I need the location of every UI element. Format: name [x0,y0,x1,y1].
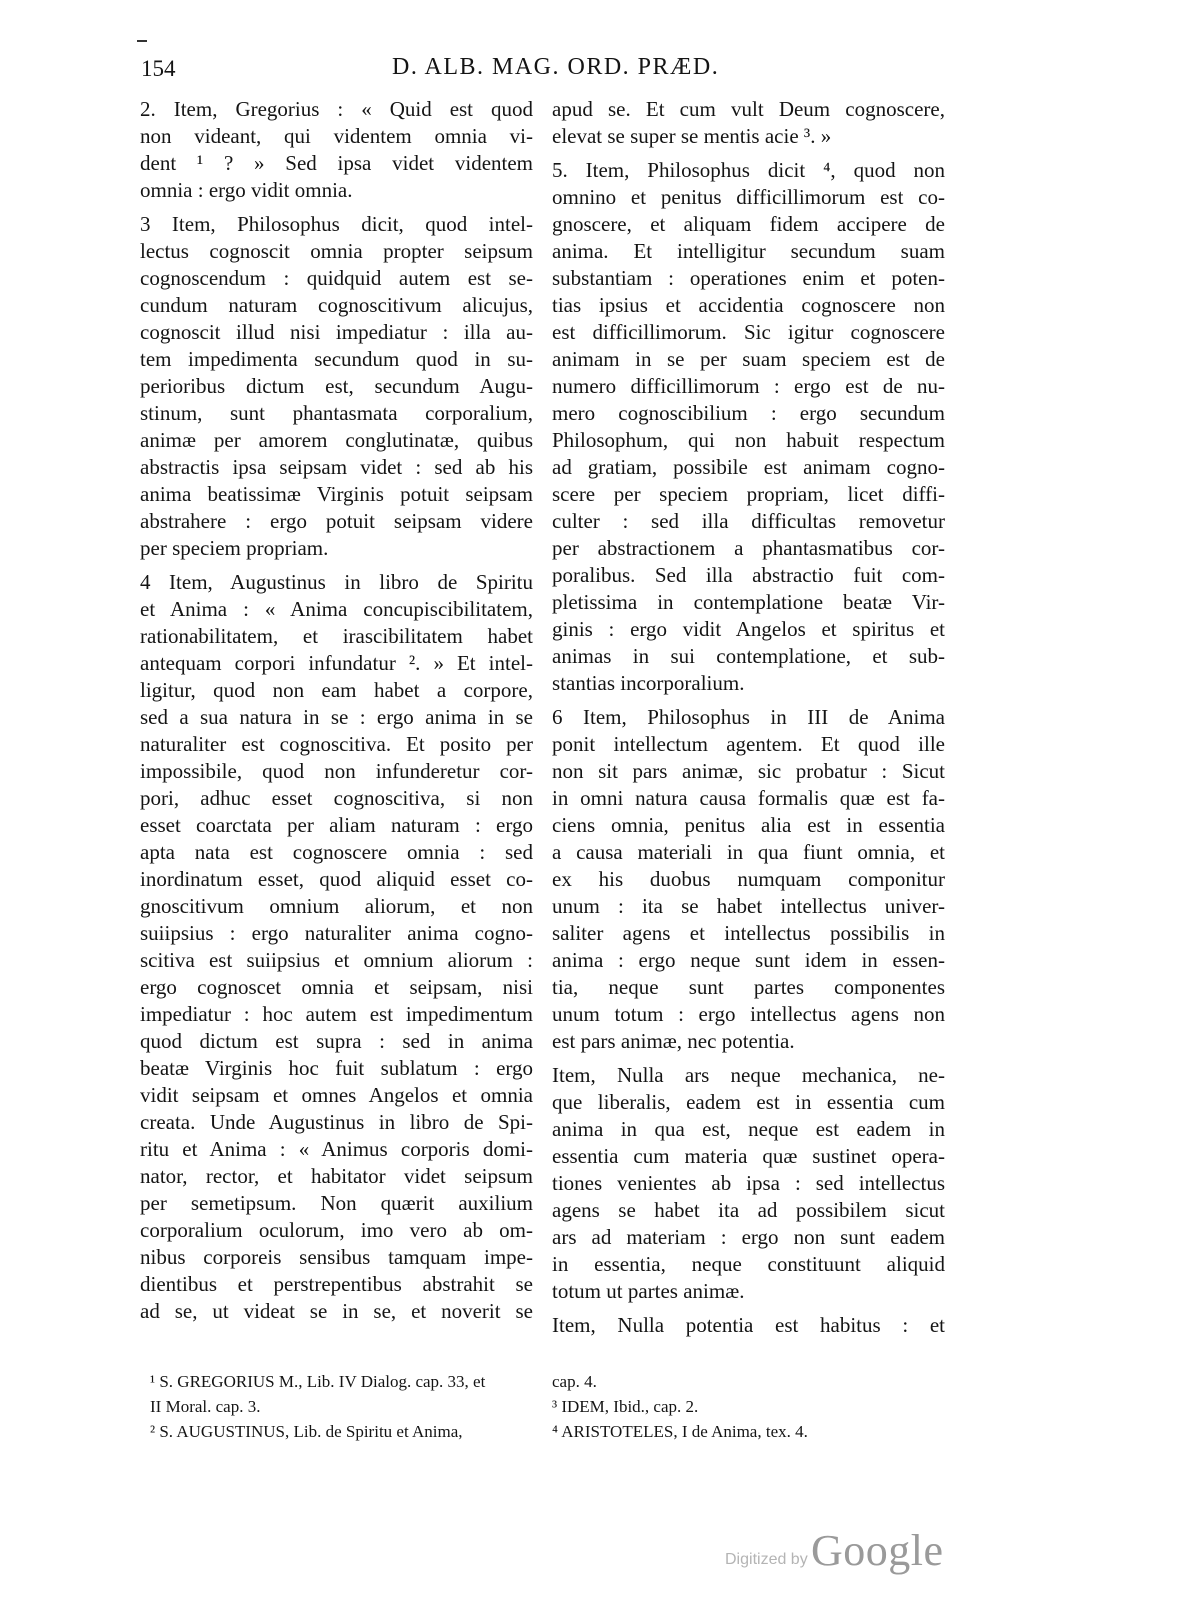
text-line: numero difficillimorum : ergo est de nu- [552,374,945,398]
text-line: scere per speciem propriam, licet diffi- [552,482,945,506]
text-line: creata. Unde Augustinus in libro de Spi- [140,1110,533,1134]
text-line: a causa materiali in qua fiunt omnia, et [552,840,945,864]
text-line: ligitur, quod non eam habet a corpore, [140,678,533,702]
text-line: anima beatissimæ Virginis potuit seipsam [140,482,533,506]
text-line: ars ad materiam : ergo non sunt eadem [552,1225,945,1249]
text-line: ponit intellectum agentem. Et quod ille [552,732,945,756]
text-line: omnia : ergo vidit omnia. [140,178,353,202]
text-line: nibus corporeis sensibus tamquam impe- [140,1245,533,1269]
text-line: inordinatum esset, quod aliquid esset co- [140,867,533,891]
text-line: per speciem propriam. [140,536,329,560]
text-line: ergo cognoscet omnia et seipsam, nisi [140,975,533,999]
footnote-line: cap. 4. [552,1372,597,1391]
footnote-line: ¹ S. GREGORIUS M., Lib. IV Dialog. cap. 33, et [150,1372,486,1391]
text-line: substantiam : operationes enim et poten- [552,266,945,290]
text-line: nator, rector, et habitator videt seipsum [140,1164,533,1188]
text-line: abstrahere : ergo potuit seipsam videre [140,509,533,533]
text-line: tem impedimenta secundum quod in su- [140,347,533,371]
text-line: gnoscere, et aliquam fidem accipere de [552,212,945,236]
text-line: beatæ Virginis hoc fuit sublatum : ergo [140,1056,533,1080]
text-line: antequam corpori infundatur ². » Et intel- [140,651,533,675]
text-line: in essentia, neque constituunt aliquid [552,1252,945,1276]
footnote-line: II Moral. cap. 3. [150,1397,261,1416]
text-line: Philosophum, qui non habuit respectum [552,428,945,452]
text-line: Item, Nulla ars neque mechanica, ne- [552,1063,945,1087]
text-line: unum : ita se habet intellectus univer- [552,894,945,918]
text-line: ciens omnia, penitus alia est in essentia [552,813,945,837]
text-line: elevat se super se mentis acie ³. » [552,124,832,148]
text-line: saliter agens et intellectus possibilis in [552,921,945,945]
text-line: non videant, qui videntem omnia vi- [140,124,533,148]
text-line: culter : sed illa difficultas removetur [552,509,945,533]
text-line: 4 Item, Augustinus in libro de Spiritu [140,570,533,594]
text-line: que liberalis, eadem est in essentia cum [552,1090,945,1114]
text-line: Item, Nulla potentia est habitus : et [552,1313,945,1337]
left-column [140,96,533,1325]
text-line: 6 Item, Philosophus in III de Anima [552,705,945,729]
text-line: impossibile, quod non infunderetur cor- [140,759,533,783]
text-line: suiipsius : ergo naturaliter anima cogno- [140,921,533,945]
page-number: 154 [141,56,176,81]
text-line: tia, neque sunt partes componentes [552,975,945,999]
text-line: unum totum : ergo intellectus agens non [552,1002,945,1026]
text-line: apud se. Et cum vult Deum cognoscere, [552,97,945,121]
footnotes-right [552,1369,945,1444]
text-line: poralibus. Sed illa abstractio fuit com- [552,563,945,587]
text-line: 3 Item, Philosophus dicit, quod intel- [140,212,533,236]
text-line: totum ut partes animæ. [552,1279,745,1303]
text-line: ginis : ergo vidit Angelos et spiritus et [552,617,945,641]
text-line: vidit seipsam et omnes Angelos et omnia [140,1083,533,1107]
text-line: mero cognoscibilium : ergo secundum [552,401,945,425]
text-line: agens se habet ita ad possibilem sicut [552,1198,945,1222]
text-line: lectus cognoscit omnia propter seipsum [140,239,533,263]
text-line: essentia cum materia quæ sustinet opera- [552,1144,945,1168]
text-line: cundum naturam cognoscitivum alicujus, [140,293,533,317]
text-line: pori, adhuc esset cognoscitiva, si non [140,786,533,810]
text-line: animas in sui contemplatione, et sub- [552,644,945,668]
google-logo: Google [811,1526,944,1575]
text-line: quod dictum est supra : sed in anima [140,1029,533,1053]
text-line: per semetipsum. Non quærit auxilium [140,1191,533,1215]
text-line: apta nata est cognoscere omnia : sed [140,840,533,864]
text-line: ad gratiam, possibile est animam cogno- [552,455,945,479]
text-line: impediatur : hoc autem est impedimentum [140,1002,533,1026]
text-line: animæ per amorem conglutinatæ, quibus [140,428,533,452]
printer-rule-mark [137,40,147,42]
text-line: ad se, ut videat se in se, et noverit se [140,1299,533,1323]
text-line: per abstractionem a phantasmatibus cor- [552,536,945,560]
footnote-line: ⁴ ARISTOTELES, I de Anima, tex. 4. [552,1422,808,1441]
text-line: dientibus et perstrepentibus abstrahit se [140,1272,533,1296]
text-line: tias ipsius et accidentia cognoscere non [552,293,945,317]
text-line: dent ¹ ? » Sed ipsa videt videntem [140,151,533,175]
text-line: pletissima in contemplatione beatæ Vir- [552,590,945,614]
text-line: gnoscitivum omnium aliorum, et non [140,894,533,918]
text-line: naturaliter est cognoscitiva. Et posito per [140,732,533,756]
text-line: anima : ergo neque sunt idem in essen- [552,948,945,972]
footnote-line: ³ IDEM, Ibid., cap. 2. [552,1397,699,1416]
text-line: 2. Item, Gregorius : « Quid est quod [140,97,533,121]
text-line: stantias incorporalium. [552,671,745,695]
text-line: animam in se per suam speciem est de [552,347,945,371]
digitized-by-label: Digitized by [725,1551,808,1568]
right-column [552,96,945,1339]
text-line: ex his duobus numquam componitur [552,867,945,891]
text-line: rationabilitatem, et irascibilitatem habet [140,624,533,648]
footnote-line: ² S. AUGUSTINUS, Lib. de Spiritu et Anima, [150,1422,463,1441]
text-line: et Anima : « Anima concupiscibilitatem, [140,597,533,621]
text-line: cognoscendum : quidquid autem est se- [140,266,533,290]
text-line: omnino et penitus difficillimorum est co- [552,185,945,209]
text-line: 5. Item, Philosophus dicit ⁴, quod non [552,158,945,182]
text-line: non sit pars animæ, sic probatur : Sicut [552,759,945,783]
running-head: D. ALB. MAG. ORD. PRÆD. [392,54,720,80]
text-line: tiones venientes ab ipsa : sed intellectus [552,1171,945,1195]
text-line: perioribus dictum est, secundum Augu- [140,374,533,398]
text-line: scitiva est suiipsius et omnium aliorum : [140,948,533,972]
text-line: cognoscit illud nisi impediatur : illa au- [140,320,533,344]
text-line: corporalium oculorum, imo vero ab om- [140,1218,533,1242]
text-line: stinum, sunt phantasmata corporalium, [140,401,533,425]
text-line: abstractis ipsa seipsam videt : sed ab his [140,455,533,479]
text-line: est pars animæ, nec potentia. [552,1029,795,1053]
footnotes-left [150,1369,543,1444]
text-line: ritu et Anima : « Animus corporis domi- [140,1137,533,1161]
text-line: est difficillimorum. Sic igitur cognoscere [552,320,945,344]
text-line: in omni natura causa formalis quæ est fa- [552,786,945,810]
text-line: esset coarctata per aliam naturam : ergo [140,813,533,837]
text-line: anima. Et intelligitur secundum suam [552,239,945,263]
text-line: anima in qua est, neque est eadem in [552,1117,945,1141]
text-line: sed a sua natura in se : ergo anima in se [140,705,533,729]
